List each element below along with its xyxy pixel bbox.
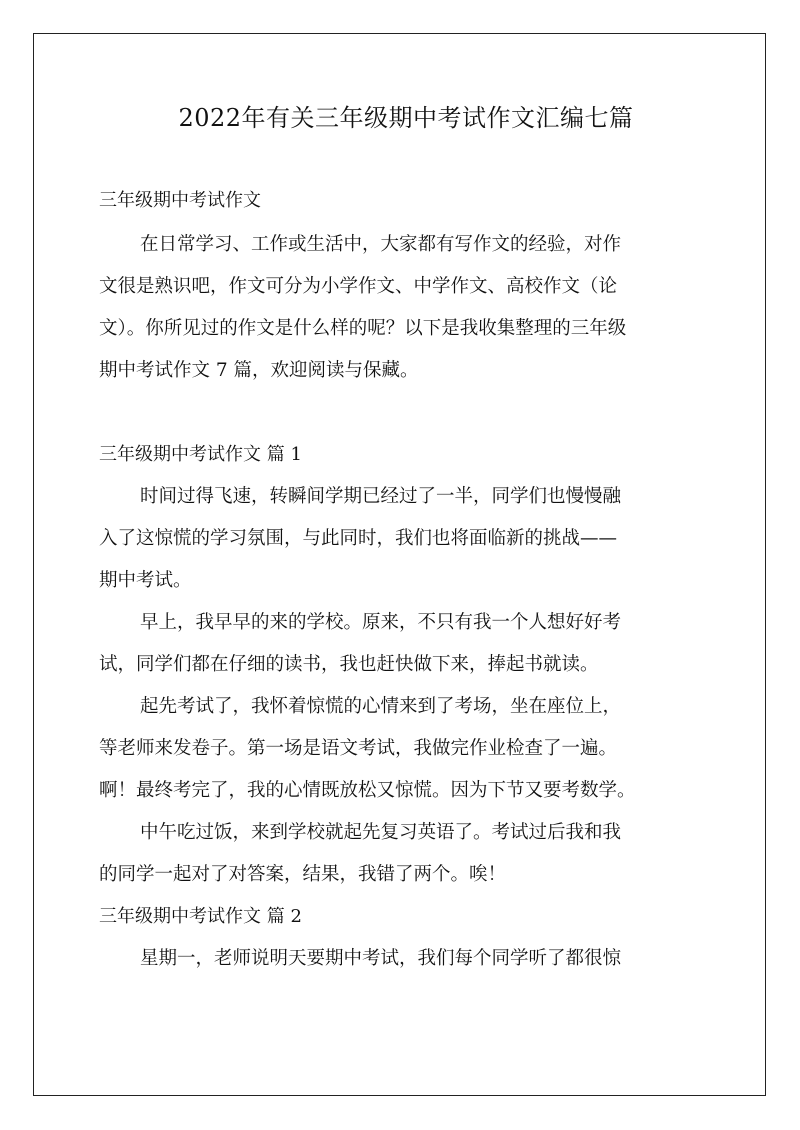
essay1-p1-line: 时间过得飞速，转瞬间学期已经过了一半，同学们也慢慢融 [140,486,622,507]
essay1-p3-line: 等老师来发卷子。第一场是语文考试，我做完作业检查了一遍。 [99,738,618,759]
essay2-p1-line: 星期一，老师说明天要期中考试，我们每个同学听了都很惊 [140,948,622,969]
intro-heading: 三年级期中考试作文 [99,190,261,211]
intro-line: 在日常学习、工作或生活中，大家都有写作文的经验，对作 [140,234,622,255]
essay1-p3-line: 啊！最终考完了，我的心情既放松又惊慌。因为下节又要考数学。 [99,780,636,801]
essay1-p1-line: 入了这惊慌的学习氛围，与此同时，我们也将面临新的挑战—— [99,528,618,549]
essay1-p3-line: 起先考试了，我怀着惊慌的心情来到了考场，坐在座位上， [140,696,622,717]
intro-line: 期中考试作文 7 篇，欢迎阅读与保藏。 [99,360,419,381]
intro-line: 文）。你所见过的作文是什么样的呢？以下是我收集整理的三年级 [99,318,627,339]
document-title: 2022年有关三年级期中考试作文汇编七篇 [178,104,634,132]
intro-line: 文很是熟识吧，作文可分为小学作文、中学作文、高校作文（论 [99,276,618,297]
essay1-p2-line: 试，同学们都在仔细的读书，我也赶快做下来，捧起书就读。 [99,654,599,675]
essay1-p1-line: 期中考试。 [99,570,192,591]
essay1-p4-line: 中午吃过饭，来到学校就起先复习英语了。考试过后我和我 [140,822,622,843]
essay1-p4-line: 的同学一起对了对答案，结果，我错了两个。唉！ [99,864,507,885]
essay1-p2-line: 早上，我早早的来的学校。原来，不只有我一个人想好好考 [140,612,622,633]
essay1-heading: 三年级期中考试作文 篇 1 [99,444,302,465]
essay2-heading: 三年级期中考试作文 篇 2 [99,906,302,927]
